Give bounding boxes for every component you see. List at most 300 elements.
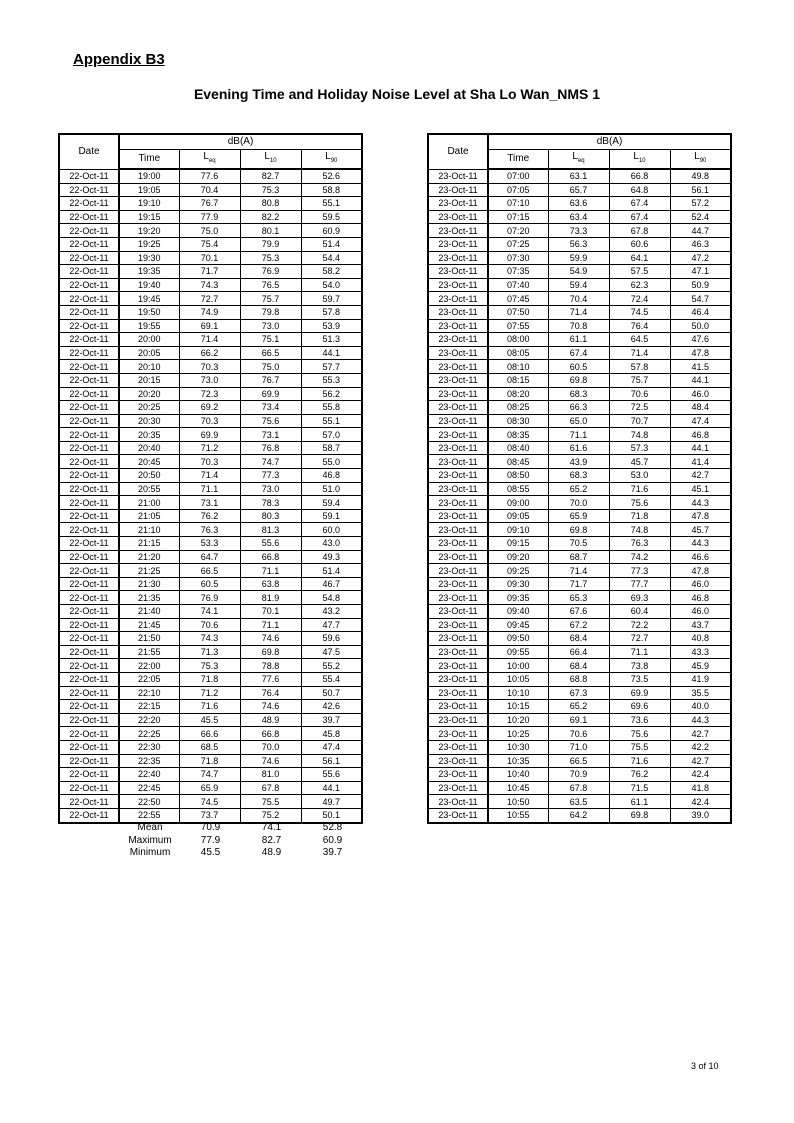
date-cell: 22-Oct-11 <box>59 754 119 768</box>
l90-cell: 59.1 <box>301 509 362 523</box>
leq-cell: 65.2 <box>548 482 609 496</box>
leq-cell: 68.3 <box>548 469 609 483</box>
l90-cell: 41.4 <box>670 455 731 469</box>
leq-cell: 61.1 <box>548 333 609 347</box>
summary-leq: 70.9 <box>200 822 221 834</box>
l90-cell: 57.2 <box>670 197 731 211</box>
date-cell: 23-Oct-11 <box>428 210 488 224</box>
table-body <box>428 169 731 823</box>
date-cell: 22-Oct-11 <box>59 428 119 442</box>
l10-cell: 77.7 <box>609 577 670 591</box>
l90-cell: 44.1 <box>670 373 731 387</box>
table-row <box>428 360 731 374</box>
l90-cell: 54.0 <box>301 278 362 292</box>
date-cell: 23-Oct-11 <box>428 333 488 347</box>
table-row <box>428 319 731 333</box>
leq-cell: 70.6 <box>548 727 609 741</box>
date-cell: 23-Oct-11 <box>428 183 488 197</box>
leq-cell: 69.1 <box>179 319 240 333</box>
table-row <box>428 346 731 360</box>
l10-cell: 69.6 <box>609 700 670 714</box>
column-header-unit: dB(A) <box>119 134 362 150</box>
l10-cell: 71.6 <box>609 482 670 496</box>
table-row <box>428 441 731 455</box>
l90-cell: 42.2 <box>670 740 731 754</box>
date-cell: 22-Oct-11 <box>59 278 119 292</box>
column-header-leq: $L_{eq}$ <box>548 150 609 170</box>
time-cell: 10:55 <box>488 808 548 822</box>
l90-cell: 45.1 <box>670 482 731 496</box>
date-cell: 23-Oct-11 <box>428 360 488 374</box>
leq-cell: 63.5 <box>548 795 609 809</box>
time-cell: 22:30 <box>119 740 179 754</box>
table-row <box>59 713 362 727</box>
date-cell: 22-Oct-11 <box>59 659 119 673</box>
time-cell: 10:40 <box>488 768 548 782</box>
date-cell: 23-Oct-11 <box>428 305 488 319</box>
l90-cell: 55.4 <box>301 672 362 686</box>
time-cell: 09:15 <box>488 537 548 551</box>
leq-cell: 74.7 <box>179 768 240 782</box>
l10-cell: 45.7 <box>609 455 670 469</box>
date-cell: 23-Oct-11 <box>428 428 488 442</box>
l10-cell: 57.5 <box>609 265 670 279</box>
l10-cell: 75.5 <box>609 740 670 754</box>
date-cell: 23-Oct-11 <box>428 618 488 632</box>
time-cell: 20:50 <box>119 469 179 483</box>
l90-cell: 57.7 <box>301 360 362 374</box>
summary-l10: 82.7 <box>261 834 282 846</box>
time-cell: 19:40 <box>119 278 179 292</box>
date-cell: 23-Oct-11 <box>428 808 488 822</box>
summary-statistics <box>120 822 363 860</box>
time-cell: 08:45 <box>488 455 548 469</box>
time-cell: 22:35 <box>119 754 179 768</box>
date-cell: 22-Oct-11 <box>59 251 119 265</box>
l10-cell: 75.6 <box>609 727 670 741</box>
l10-cell: 81.0 <box>240 768 301 782</box>
l10-cell: 81.3 <box>240 523 301 537</box>
l90-cell: 53.9 <box>301 319 362 333</box>
leq-cell: 70.4 <box>179 183 240 197</box>
l90-cell: 47.8 <box>670 346 731 360</box>
table-row <box>428 183 731 197</box>
l90-cell: 45.7 <box>670 523 731 537</box>
time-cell: 09:55 <box>488 645 548 659</box>
leq-cell: 75.4 <box>179 237 240 251</box>
date-cell: 22-Oct-11 <box>59 564 119 578</box>
leq-cell: 68.5 <box>179 740 240 754</box>
l10-cell: 79.9 <box>240 237 301 251</box>
time-cell: 10:20 <box>488 713 548 727</box>
l10-cell: 69.8 <box>240 645 301 659</box>
summary-row <box>120 847 363 860</box>
table-row <box>428 496 731 510</box>
l10-cell: 74.8 <box>609 428 670 442</box>
time-cell: 07:10 <box>488 197 548 211</box>
time-cell: 07:15 <box>488 210 548 224</box>
date-cell: 23-Oct-11 <box>428 509 488 523</box>
time-cell: 22:25 <box>119 727 179 741</box>
date-cell: 22-Oct-11 <box>59 169 119 183</box>
l10-cell: 76.4 <box>609 319 670 333</box>
date-cell: 22-Oct-11 <box>59 727 119 741</box>
leq-cell: 71.3 <box>179 645 240 659</box>
l10-cell: 74.8 <box>609 523 670 537</box>
l10-cell: 80.3 <box>240 509 301 523</box>
table-row <box>59 197 362 211</box>
time-cell: 08:10 <box>488 360 548 374</box>
leq-cell: 67.4 <box>548 346 609 360</box>
l90-cell: 43.7 <box>670 618 731 632</box>
l90-cell: 57.8 <box>301 305 362 319</box>
table-row <box>59 210 362 224</box>
l10-cell: 62.3 <box>609 278 670 292</box>
l90-cell: 59.6 <box>301 632 362 646</box>
l10-cell: 74.7 <box>240 455 301 469</box>
table-row <box>59 550 362 564</box>
leq-cell: 71.6 <box>179 700 240 714</box>
time-cell: 10:10 <box>488 686 548 700</box>
date-cell: 22-Oct-11 <box>59 700 119 714</box>
table-row <box>59 278 362 292</box>
l90-cell: 55.3 <box>301 373 362 387</box>
date-cell: 23-Oct-11 <box>428 713 488 727</box>
leq-cell: 63.6 <box>548 197 609 211</box>
l10-cell: 71.4 <box>609 346 670 360</box>
l90-cell: 41.9 <box>670 672 731 686</box>
l90-cell: 51.3 <box>301 333 362 347</box>
l10-cell: 67.8 <box>609 224 670 238</box>
leq-cell: 66.4 <box>548 645 609 659</box>
time-cell: 21:20 <box>119 550 179 564</box>
date-cell: 23-Oct-11 <box>428 265 488 279</box>
l10-cell: 48.9 <box>240 713 301 727</box>
l90-cell: 54.4 <box>301 251 362 265</box>
leq-cell: 71.4 <box>179 333 240 347</box>
leq-cell: 70.6 <box>179 618 240 632</box>
summary-label: Mean <box>137 822 163 834</box>
date-cell: 22-Oct-11 <box>59 305 119 319</box>
table-row <box>428 591 731 605</box>
l90-cell: 55.1 <box>301 197 362 211</box>
time-cell: 07:55 <box>488 319 548 333</box>
table-row <box>428 237 731 251</box>
date-cell: 22-Oct-11 <box>59 292 119 306</box>
leq-cell: 43.9 <box>548 455 609 469</box>
date-cell: 23-Oct-11 <box>428 414 488 428</box>
table-row <box>428 537 731 551</box>
time-cell: 09:30 <box>488 577 548 591</box>
time-cell: 22:15 <box>119 700 179 714</box>
time-cell: 20:05 <box>119 346 179 360</box>
time-cell: 08:40 <box>488 441 548 455</box>
table-row <box>428 210 731 224</box>
date-cell: 22-Oct-11 <box>59 509 119 523</box>
noise-table-evening <box>58 133 363 824</box>
column-header-time: Time <box>488 150 548 170</box>
time-cell: 22:55 <box>119 808 179 822</box>
l10-cell: 73.0 <box>240 482 301 496</box>
l10-cell: 75.7 <box>240 292 301 306</box>
table-row <box>428 550 731 564</box>
time-cell: 19:15 <box>119 210 179 224</box>
time-cell: 08:25 <box>488 401 548 415</box>
leq-cell: 65.0 <box>548 414 609 428</box>
time-cell: 21:15 <box>119 537 179 551</box>
date-cell: 23-Oct-11 <box>428 727 488 741</box>
l90-cell: 47.7 <box>301 618 362 632</box>
date-cell: 22-Oct-11 <box>59 618 119 632</box>
table-row <box>428 251 731 265</box>
time-cell: 09:10 <box>488 523 548 537</box>
l10-cell: 72.7 <box>609 632 670 646</box>
summary-row <box>120 822 363 835</box>
l10-cell: 63.8 <box>240 577 301 591</box>
l90-cell: 40.8 <box>670 632 731 646</box>
l90-cell: 46.7 <box>301 577 362 591</box>
l10-cell: 69.9 <box>609 686 670 700</box>
l90-cell: 50.1 <box>301 808 362 822</box>
l10-cell: 74.6 <box>240 632 301 646</box>
l10-cell: 76.8 <box>240 441 301 455</box>
time-cell: 21:10 <box>119 523 179 537</box>
time-cell: 08:50 <box>488 469 548 483</box>
table-row <box>428 659 731 673</box>
column-header-l90: $L_{90}$ <box>670 150 731 170</box>
time-cell: 20:00 <box>119 333 179 347</box>
date-cell: 23-Oct-11 <box>428 482 488 496</box>
leq-cell: 64.7 <box>179 550 240 564</box>
column-header-unit: dB(A) <box>488 134 731 150</box>
table-row <box>428 672 731 686</box>
l90-cell: 56.2 <box>301 387 362 401</box>
l10-cell: 70.1 <box>240 605 301 619</box>
leq-cell: 75.0 <box>179 224 240 238</box>
leq-cell: 70.5 <box>548 537 609 551</box>
l90-cell: 51.0 <box>301 482 362 496</box>
table-row <box>428 469 731 483</box>
leq-cell: 77.6 <box>179 169 240 183</box>
time-cell: 19:45 <box>119 292 179 306</box>
leq-cell: 74.9 <box>179 305 240 319</box>
table-row <box>428 564 731 578</box>
l10-cell: 72.5 <box>609 401 670 415</box>
l90-cell: 50.0 <box>670 319 731 333</box>
time-cell: 21:40 <box>119 605 179 619</box>
date-cell: 23-Oct-11 <box>428 537 488 551</box>
date-cell: 23-Oct-11 <box>428 469 488 483</box>
date-cell: 22-Oct-11 <box>59 265 119 279</box>
leq-cell: 72.7 <box>179 292 240 306</box>
leq-cell: 53.3 <box>179 537 240 551</box>
leq-cell: 72.3 <box>179 387 240 401</box>
l90-cell: 60.9 <box>301 224 362 238</box>
l90-cell: 42.4 <box>670 795 731 809</box>
date-cell: 23-Oct-11 <box>428 496 488 510</box>
time-cell: 20:10 <box>119 360 179 374</box>
l10-cell: 73.0 <box>240 319 301 333</box>
table-row <box>428 713 731 727</box>
table-row <box>59 605 362 619</box>
leq-cell: 74.3 <box>179 278 240 292</box>
l10-cell: 66.5 <box>240 346 301 360</box>
table-row <box>59 632 362 646</box>
table-row <box>59 441 362 455</box>
time-cell: 07:50 <box>488 305 548 319</box>
time-cell: 19:20 <box>119 224 179 238</box>
l10-cell: 71.8 <box>609 509 670 523</box>
date-cell: 23-Oct-11 <box>428 645 488 659</box>
l90-cell: 46.3 <box>670 237 731 251</box>
l90-cell: 55.1 <box>301 414 362 428</box>
table-row <box>428 740 731 754</box>
l90-cell: 54.7 <box>670 292 731 306</box>
column-header-l10: $L_{10}$ <box>609 150 670 170</box>
leq-cell: 71.7 <box>548 577 609 591</box>
l10-cell: 69.8 <box>609 808 670 822</box>
leq-cell: 73.3 <box>548 224 609 238</box>
leq-cell: 77.9 <box>179 210 240 224</box>
date-cell: 22-Oct-11 <box>59 197 119 211</box>
leq-cell: 63.1 <box>548 169 609 183</box>
leq-cell: 74.3 <box>179 632 240 646</box>
leq-cell: 71.1 <box>179 482 240 496</box>
l10-cell: 60.4 <box>609 605 670 619</box>
table-row <box>428 618 731 632</box>
l90-cell: 58.7 <box>301 441 362 455</box>
table-row <box>59 564 362 578</box>
l10-cell: 71.1 <box>240 564 301 578</box>
table-row <box>428 305 731 319</box>
l90-cell: 41.8 <box>670 781 731 795</box>
time-cell: 19:35 <box>119 265 179 279</box>
time-cell: 08:35 <box>488 428 548 442</box>
l10-cell: 64.1 <box>609 251 670 265</box>
table-row <box>59 577 362 591</box>
time-cell: 19:50 <box>119 305 179 319</box>
table-row <box>59 469 362 483</box>
table-row <box>59 537 362 551</box>
l90-cell: 55.2 <box>301 659 362 673</box>
date-cell: 22-Oct-11 <box>59 237 119 251</box>
l90-cell: 42.7 <box>670 727 731 741</box>
time-cell: 21:30 <box>119 577 179 591</box>
l10-cell: 75.6 <box>240 414 301 428</box>
leq-cell: 70.4 <box>548 292 609 306</box>
l90-cell: 49.7 <box>301 795 362 809</box>
column-header-leq: $L_{eq}$ <box>179 150 240 170</box>
l10-cell: 76.3 <box>609 537 670 551</box>
leq-cell: 65.2 <box>548 700 609 714</box>
leq-cell: 65.9 <box>179 781 240 795</box>
l90-cell: 55.8 <box>301 401 362 415</box>
l10-cell: 75.0 <box>240 360 301 374</box>
date-cell: 22-Oct-11 <box>59 319 119 333</box>
leq-cell: 67.3 <box>548 686 609 700</box>
date-cell: 22-Oct-11 <box>59 632 119 646</box>
l10-cell: 69.9 <box>240 387 301 401</box>
time-cell: 07:40 <box>488 278 548 292</box>
summary-l90: 39.7 <box>322 847 343 859</box>
time-cell: 10:25 <box>488 727 548 741</box>
date-cell: 22-Oct-11 <box>59 414 119 428</box>
leq-cell: 66.3 <box>548 401 609 415</box>
l10-cell: 53.0 <box>609 469 670 483</box>
l10-cell: 77.3 <box>609 564 670 578</box>
table-row <box>59 509 362 523</box>
l10-cell: 78.3 <box>240 496 301 510</box>
time-cell: 20:40 <box>119 441 179 455</box>
leq-cell: 70.3 <box>179 455 240 469</box>
l90-cell: 43.2 <box>301 605 362 619</box>
table-row <box>59 346 362 360</box>
date-cell: 23-Oct-11 <box>428 672 488 686</box>
page-number: 3 of 10 <box>691 1061 719 1071</box>
l10-cell: 75.2 <box>240 808 301 822</box>
date-cell: 23-Oct-11 <box>428 754 488 768</box>
table-row <box>428 727 731 741</box>
date-cell: 22-Oct-11 <box>59 360 119 374</box>
l90-cell: 47.5 <box>301 645 362 659</box>
l90-cell: 54.8 <box>301 591 362 605</box>
time-cell: 22:40 <box>119 768 179 782</box>
table-row <box>59 333 362 347</box>
table-row <box>59 455 362 469</box>
leq-cell: 69.1 <box>548 713 609 727</box>
l90-cell: 51.4 <box>301 564 362 578</box>
time-cell: 10:15 <box>488 700 548 714</box>
time-cell: 09:45 <box>488 618 548 632</box>
leq-cell: 71.8 <box>179 754 240 768</box>
leq-cell: 71.1 <box>548 428 609 442</box>
time-cell: 21:05 <box>119 509 179 523</box>
time-cell: 07:00 <box>488 169 548 183</box>
leq-cell: 74.5 <box>179 795 240 809</box>
table-row <box>59 781 362 795</box>
date-cell: 22-Oct-11 <box>59 768 119 782</box>
l90-cell: 46.8 <box>301 469 362 483</box>
l10-cell: 76.4 <box>240 686 301 700</box>
date-cell: 23-Oct-11 <box>428 346 488 360</box>
date-cell: 22-Oct-11 <box>59 781 119 795</box>
date-cell: 23-Oct-11 <box>428 319 488 333</box>
date-cell: 23-Oct-11 <box>428 224 488 238</box>
l10-cell: 70.7 <box>609 414 670 428</box>
l90-cell: 47.2 <box>670 251 731 265</box>
leq-cell: 71.4 <box>548 564 609 578</box>
leq-cell: 76.9 <box>179 591 240 605</box>
table-row <box>59 387 362 401</box>
table-row <box>428 781 731 795</box>
table-row <box>59 319 362 333</box>
l90-cell: 49.8 <box>670 169 731 183</box>
date-cell: 22-Oct-11 <box>59 346 119 360</box>
time-cell: 19:10 <box>119 197 179 211</box>
l90-cell: 50.7 <box>301 686 362 700</box>
date-cell: 22-Oct-11 <box>59 183 119 197</box>
l10-cell: 74.2 <box>609 550 670 564</box>
l90-cell: 44.1 <box>301 346 362 360</box>
leq-cell: 66.5 <box>548 754 609 768</box>
date-cell: 22-Oct-11 <box>59 373 119 387</box>
table-row <box>59 768 362 782</box>
table-row <box>59 224 362 238</box>
leq-cell: 70.3 <box>179 360 240 374</box>
leq-cell: 60.5 <box>179 577 240 591</box>
l10-cell: 73.6 <box>609 713 670 727</box>
l90-cell: 40.0 <box>670 700 731 714</box>
